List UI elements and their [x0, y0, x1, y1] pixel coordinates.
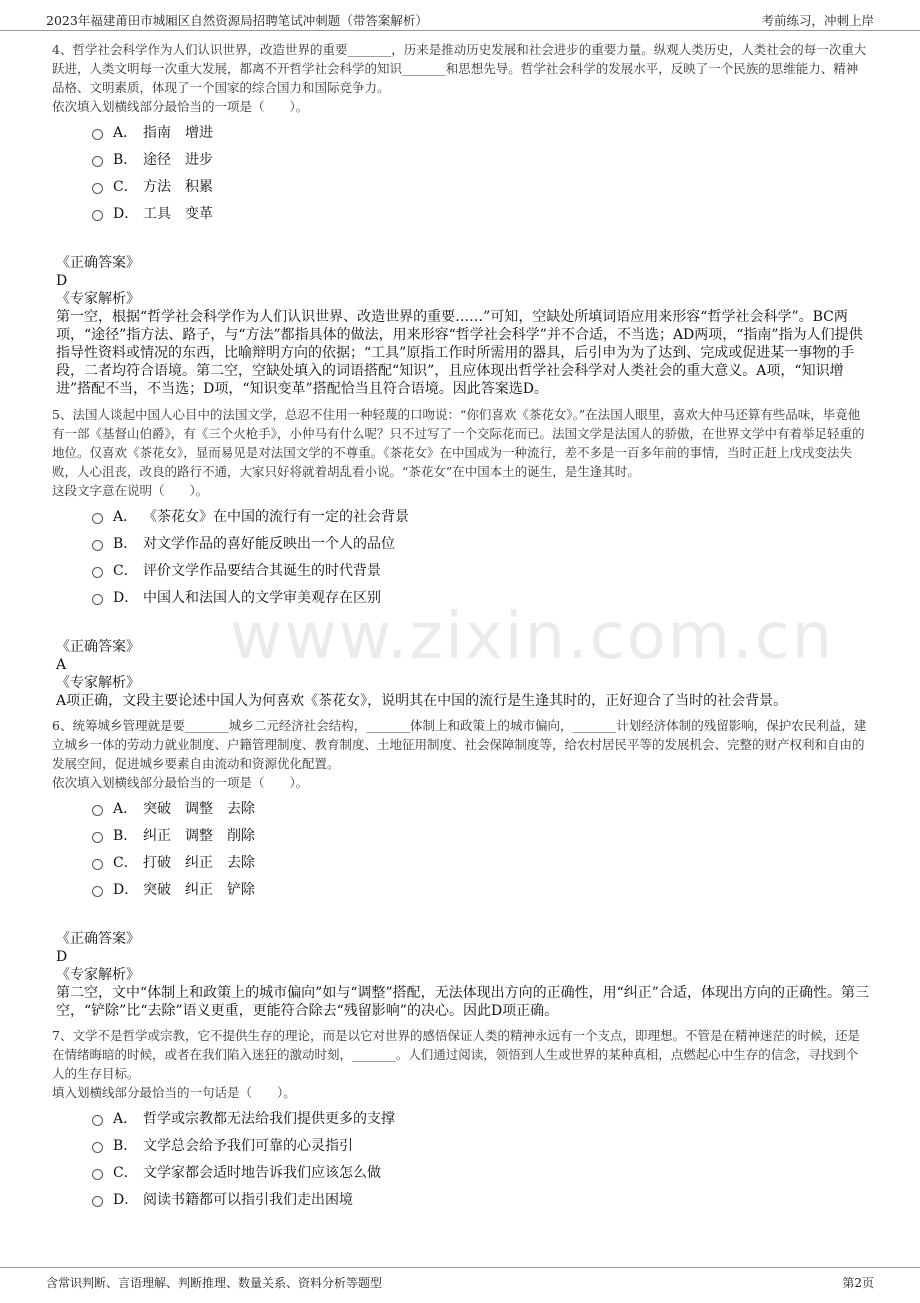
question-stem: 依次填入划横线部分最恰当的一项是（ ）。 [52, 99, 309, 114]
header-slogan: 考前练习，冲刺上岸 [761, 13, 874, 28]
question-text: 5、法国人谈起中国人心目中的法国文学，总忍不住用一种轻蔑的口吻说：“你们喜欢《茶花女》。”在法国人眼里，喜欢大仲马还算有些品味，毕竟他有一部《基督山伯爵》，有《三个火枪手》，小仲马有什么呢？只不过写了一个交际花而已。法国文学是法国人的骄傲，在世界文学中有着举足轻重的地位。仅喜欢《茶花女》，显而易见是对法国文学的不尊重。《茶花女》在中国成为一种流行，差不多是一百多年前的事情，当时正赶上戊戌变法失败，人心沮丧，改良的路行不通，大家只好将就着胡乱看小说。“茶花女”在中国本土的诞生，是生逢其时。 [52, 407, 865, 479]
question-stem: 依次填入划横线部分最恰当的一项是（ ）。 [52, 775, 309, 790]
radio-icon[interactable] [92, 859, 103, 870]
page-header [0, 0, 920, 31]
answer-value: A [56, 657, 67, 673]
radio-icon[interactable] [92, 1142, 103, 1153]
answer-label: 《正确答案》 [56, 931, 140, 947]
explanation-text: 第一空，根据“哲学社会科学作为人们认识世界、改造世界的重要……”可知，空缺处所填词语应用来形容“哲学社会科学”。BC两项，“途径”指方法、路子，与“方法”都指具体的做法，用来形容“哲学社会科学”并不合适，不当选；AD两项，“指南”指为人们提供指导性资料或情况的东西，比喻辩明方向的依据；“工具”原指工作时所需用的器具，后引申为为了达到、完成或促进某一事物的手段，二者均符合语境。第二空，空缺处填入的词语搭配“知识”，且应体现出哲学社会科学对人类社会的重大意义。A项，“知识增进”搭配不当，不当选；D项，“知识变革”搭配恰当且符合语境。因此答案选D。 [56, 309, 863, 397]
radio-icon[interactable] [92, 1196, 103, 1207]
explanation-label: 《专家解析》 [56, 675, 140, 691]
option-b[interactable]: B． 纠正 调整 削除 [92, 821, 870, 848]
answer-label: 《正确答案》 [56, 255, 140, 271]
radio-icon[interactable] [92, 129, 103, 140]
radio-icon[interactable] [92, 210, 103, 221]
explanation-label: 《专家解析》 [56, 967, 140, 983]
radio-icon[interactable] [92, 540, 103, 551]
option-a[interactable]: A． 突破 调整 去除 [92, 794, 870, 821]
radio-icon[interactable] [92, 594, 103, 605]
question-4 [52, 40, 870, 398]
radio-icon[interactable] [92, 832, 103, 843]
option-c[interactable]: C． 方法 积累 [92, 172, 870, 199]
radio-icon[interactable] [92, 805, 103, 816]
explanation-label: 《专家解析》 [56, 291, 140, 307]
question-stem: 这段文字意在说明（ ）。 [52, 483, 209, 498]
explanation-text: A项正确，文段主要论述中国人为何喜欢《茶花女》，说明其在中国的流行是生逢其时的，正好迎合了当时的社会背景。 [56, 693, 788, 709]
answer-label: 《正确答案》 [56, 639, 140, 655]
radio-icon[interactable] [92, 183, 103, 194]
radio-icon[interactable] [92, 886, 103, 897]
radio-icon[interactable] [92, 1115, 103, 1126]
footer-note: 含常识判断、言语理解、判断推理、数量关系、资料分析等题型 [46, 1276, 383, 1290]
option-b[interactable]: B． 文学总会给予我们可靠的心灵指引 [92, 1131, 870, 1158]
question-text: 4、哲学社会科学作为人们认识世界，改造世界的重要_______，历来是推动历史发展和社会进步的重要力量。纵观人类历史，人类社会的每一次重大跃进，人类文明每一次重大发展，都离不开哲学社会科学的知识_______和思想先导。哲学社会科学的发展水平，反映了一个民族的思维能力、精神品格、文明素质，体现了一个国家的综合国力和国际竞争力。 [52, 42, 867, 95]
question-7 [52, 1026, 870, 1212]
option-c[interactable]: C． 文学家都会适时地告诉我们应该怎么做 [92, 1158, 870, 1185]
option-d[interactable]: D． 阅读书籍都可以指引我们走出困境 [92, 1185, 870, 1212]
radio-icon[interactable] [92, 567, 103, 578]
option-c[interactable]: C． 评价文学作品要结合其诞生的时代背景 [92, 556, 870, 583]
radio-icon[interactable] [92, 156, 103, 167]
explanation-text: 第二空，文中“体制上和政策上的城市偏向”如与“调整”搭配，无法体现出方向的正确性，用“纠正”合适，体现出方向的正确性。第三空，“铲除”比“去除”语义更重，更能符合除去“残留影响”的决心。因此D项正确。 [56, 985, 869, 1019]
option-list [92, 1104, 870, 1212]
option-a[interactable]: A． 指南 增进 [92, 118, 870, 145]
question-5 [52, 405, 870, 710]
option-b[interactable]: B． 对文学作品的喜好能反映出一个人的品位 [92, 529, 870, 556]
radio-icon[interactable] [92, 1169, 103, 1180]
option-list [92, 794, 870, 902]
option-list [92, 118, 870, 226]
page-footer [0, 1267, 920, 1303]
option-d[interactable]: D． 中国人和法国人的文学审美观存在区别 [92, 583, 870, 610]
option-b[interactable]: B． 途径 进步 [92, 145, 870, 172]
question-text: 7、文学不是哲学或宗教，它不提供生存的理论，而是以它对世界的感悟保证人类的精神永远有一个支点，即理想。不管是在精神迷茫的时候，还是在情绪晦暗的时候，或者在我们陷入迷狂的激动时刻，_______。人们通过阅读，领悟到人生或世界的某种真相，点燃起心中生存的信念，寻找到个人的生存目标。 [52, 1028, 860, 1081]
question-text: 6、统筹城乡管理就是要_______城乡二元经济社会结构，_______体制上和政策上的城市偏向，_______计划经济体制的残留影响，保护农民利益，建立城乡一体的劳动力就业制度、户籍管理制度、教育制度、土地征用制度、社会保障制度等，给农村居民平等的发展机会、完整的财产权利和自由的发展空间，促进城乡要素自由流动和资源优化配置。 [52, 718, 867, 771]
answer-value: D [56, 949, 68, 965]
option-c[interactable]: C． 打破 纠正 去除 [92, 848, 870, 875]
option-d[interactable]: D． 工具 变革 [92, 199, 870, 226]
option-d[interactable]: D． 突破 纠正 铲除 [92, 875, 870, 902]
option-a[interactable]: A． 哲学或宗教都无法给我们提供更多的支撑 [92, 1104, 870, 1131]
answer-value: D [56, 273, 68, 289]
question-6 [52, 716, 870, 1020]
watermark: www.zixin.com.cn [230, 600, 835, 674]
option-a[interactable]: A． 《茶花女》在中国的流行有一定的社会背景 [92, 502, 870, 529]
question-stem: 填入划横线部分最恰当的一句话是（ ）。 [52, 1085, 296, 1100]
page-number: 第2页 [842, 1276, 874, 1290]
option-list [92, 502, 870, 610]
radio-icon[interactable] [92, 513, 103, 524]
document-title: 2023年福建莆田市城厢区自然资源局招聘笔试冲刺题（带答案解析） [46, 13, 428, 28]
